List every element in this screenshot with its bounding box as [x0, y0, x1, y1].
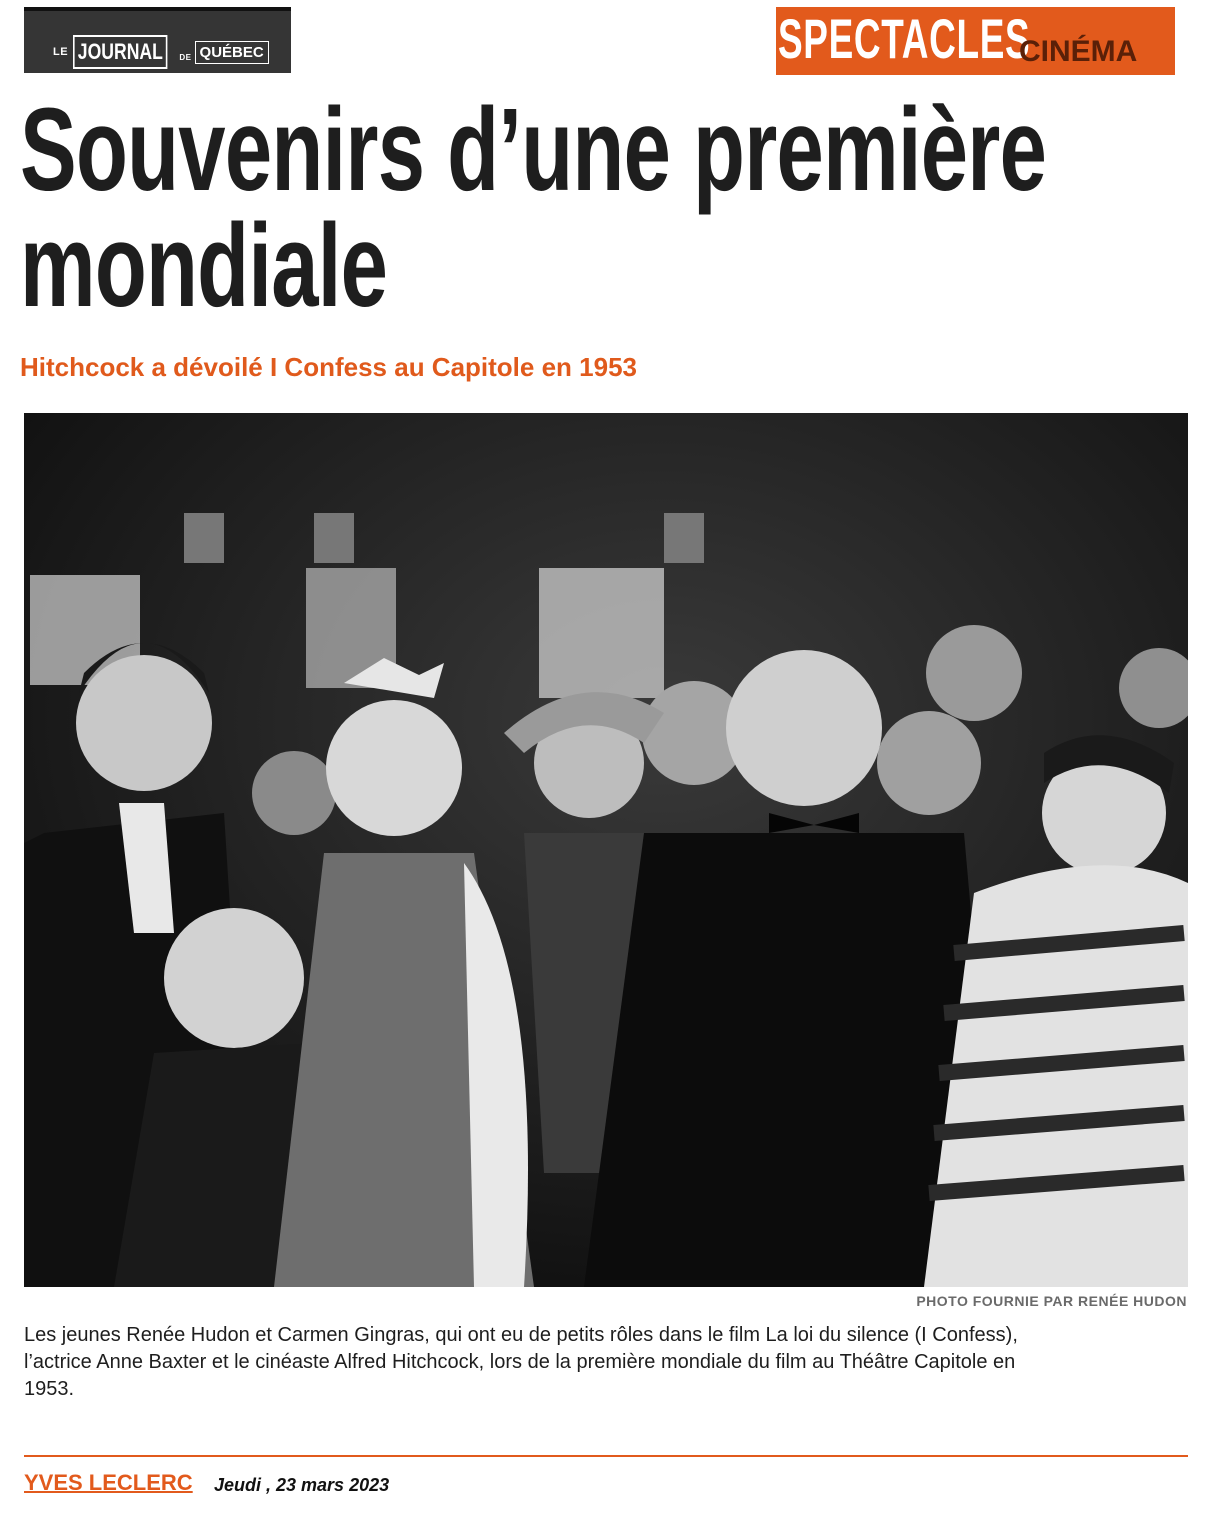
photo-illustration — [24, 413, 1188, 1287]
section-name: SPECTACLES — [778, 7, 1031, 70]
logo-wordmark — [48, 33, 269, 71]
section-tag[interactable] — [776, 7, 1175, 75]
byline-divider — [24, 1455, 1188, 1457]
logo-journal: JOURNAL — [73, 35, 168, 69]
headline — [20, 84, 1172, 332]
logo-de: DE — [179, 52, 192, 62]
logo-le: LE — [53, 46, 69, 58]
photo-credit: PHOTO FOURNIE PAR RENÉE HUDON — [916, 1293, 1187, 1309]
headline-line-1: Souvenirs d’une première — [20, 84, 1047, 216]
newspaper-logo[interactable] — [24, 7, 291, 73]
headline-line-2: mondiale — [20, 200, 388, 332]
publication-date: Jeudi , 23 mars 2023 — [214, 1475, 390, 1495]
caption-line-3: 1953. — [24, 1378, 75, 1400]
subsection-name: CINÉMA — [1019, 35, 1138, 68]
article-photo — [24, 413, 1188, 1287]
caption-line-1: Les jeunes Renée Hudon et Carmen Gingras, qui ont eu de petits rôles dans le film La loi du silence (I Confess), — [24, 1324, 1018, 1346]
photo-caption — [24, 1322, 1174, 1403]
author-byline-link[interactable]: YVES LECLERC — [24, 1470, 193, 1495]
logo-quebec: QUÉBEC — [195, 41, 269, 64]
subheadline: Hitchcock a dévoilé I Confess au Capitole en 1953 — [20, 352, 637, 382]
caption-line-2: l’actrice Anne Baxter et le cinéaste Alfred Hitchcock, lors de la première mondiale du film au Théâtre Capitole en — [24, 1351, 1016, 1373]
